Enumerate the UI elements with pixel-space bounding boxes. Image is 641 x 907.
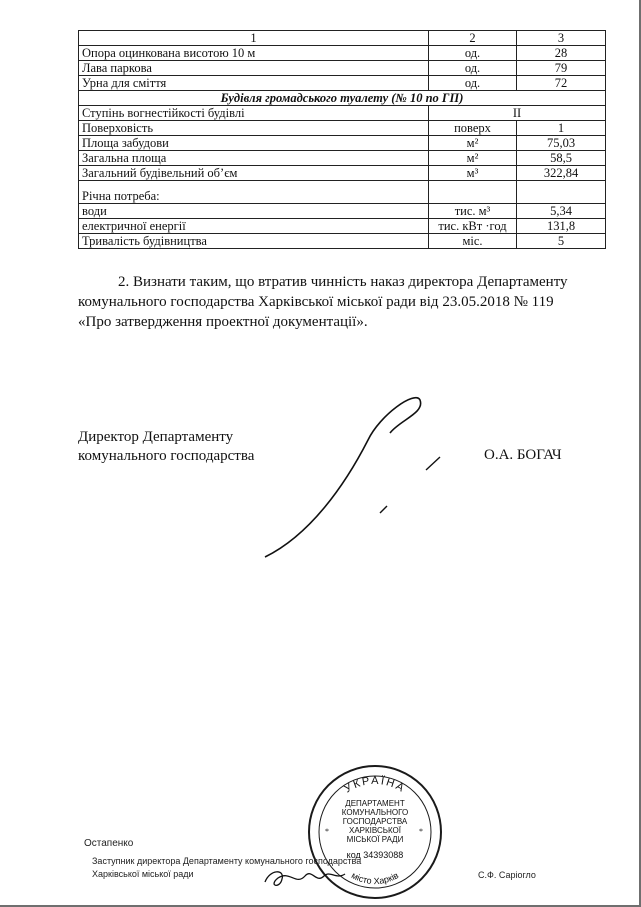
row-name: Річна потреба: xyxy=(79,181,429,204)
row-name: Загальна площа xyxy=(79,151,429,166)
row-unit: м² xyxy=(429,136,517,151)
row-unit: тис. м³ xyxy=(429,204,517,219)
row-value: 131,8 xyxy=(517,219,606,234)
paragraph-line: комунального господарства Харківської міської ради від 23.05.2018 № 119 xyxy=(78,294,554,310)
stamp-city: місто Харків xyxy=(349,870,401,887)
header-cell: 2 xyxy=(429,31,517,46)
paragraph-line: «Про затвердження проектної документації». xyxy=(78,314,368,330)
header-cell: 1 xyxy=(79,31,429,46)
table-row xyxy=(79,121,606,136)
table-row xyxy=(79,181,606,204)
paragraph-line: 2. Визнати таким, що втратив чинність наказ директора Департаменту xyxy=(118,274,568,290)
stamp-line: МІСЬКОЇ РАДИ xyxy=(346,835,404,844)
row-value: 58,5 xyxy=(517,151,606,166)
table-row xyxy=(79,219,606,234)
signatory-title-line: комунального господарства xyxy=(78,448,255,464)
row-name: Ступінь вогнестійкості будівлі xyxy=(79,106,429,121)
row-unit: м² xyxy=(429,151,517,166)
row-value: 79 xyxy=(517,61,606,76)
row-value: 28 xyxy=(517,46,606,61)
handwritten-signature xyxy=(250,385,450,565)
signatory-title xyxy=(78,428,254,466)
header-cell: 3 xyxy=(517,31,606,46)
row-value: 75,03 xyxy=(517,136,606,151)
row-unit: од. xyxy=(429,46,517,61)
stamp-country: УКРАЇНА xyxy=(342,774,408,796)
stamp-star-icon: * xyxy=(325,827,329,836)
row-value xyxy=(517,181,606,204)
row-unit: міс. xyxy=(429,234,517,249)
section-row xyxy=(79,91,606,106)
row-name: Урна для сміття xyxy=(79,76,429,91)
stamp-line: КОМУНАЛЬНОГО xyxy=(341,808,409,817)
deputy-title: Заступник директора Департаменту комунального господарства xyxy=(92,856,362,866)
table-row xyxy=(79,106,606,121)
approval-signature xyxy=(260,864,350,894)
signatory-name: О.А. БОГАЧ xyxy=(484,447,562,463)
row-unit: м³ xyxy=(429,166,517,181)
table-row xyxy=(79,61,606,76)
table-header-row xyxy=(79,31,606,46)
table-row xyxy=(79,204,606,219)
deputy-title: Харківської міської ради xyxy=(92,869,194,879)
stamp-line: ГОСПОДАРСТВА xyxy=(342,817,408,826)
row-name: води xyxy=(79,204,429,219)
stamp-line: ДЕПАРТАМЕНТ xyxy=(345,799,405,808)
specification-table xyxy=(78,30,606,249)
row-unit: тис. кВт ·год xyxy=(429,219,517,234)
row-value: 322,84 xyxy=(517,166,606,181)
table-row xyxy=(79,76,606,91)
row-value: 1 xyxy=(517,121,606,136)
row-name: Тривалість будівництва xyxy=(79,234,429,249)
row-name: Поверховість xyxy=(79,121,429,136)
row-name: Площа забудови xyxy=(79,136,429,151)
table-row xyxy=(79,151,606,166)
stamp-star-icon: * xyxy=(419,827,423,836)
row-unit: поверх xyxy=(429,121,517,136)
executor-name: Остапенко xyxy=(84,838,134,849)
order-paragraph xyxy=(78,272,605,332)
table-row xyxy=(79,166,606,181)
row-unit: од. xyxy=(429,61,517,76)
row-value: 72 xyxy=(517,76,606,91)
section-title: Будівля громадського туалету (№ 10 по ГП) xyxy=(79,91,606,106)
row-name: Опора оцинкована висотою 10 м xyxy=(79,46,429,61)
row-name: Лава паркова xyxy=(79,61,429,76)
deputy-name: С.Ф. Сарiогло xyxy=(478,870,536,880)
table-row xyxy=(79,234,606,249)
stamp-code: код 34393088 xyxy=(346,850,404,860)
row-unit xyxy=(429,181,517,204)
table-row xyxy=(79,136,606,151)
row-value: ІІ xyxy=(429,106,606,121)
stamp-line: ХАРКІВСЬКОЇ xyxy=(348,826,402,835)
row-value: 5,34 xyxy=(517,204,606,219)
row-name: Загальний будівельний об’єм xyxy=(79,166,429,181)
row-name: електричної енергії xyxy=(79,219,429,234)
table-row xyxy=(79,46,606,61)
row-value: 5 xyxy=(517,234,606,249)
row-unit: од. xyxy=(429,76,517,91)
signatory-title-line: Директор Департаменту xyxy=(78,429,234,445)
